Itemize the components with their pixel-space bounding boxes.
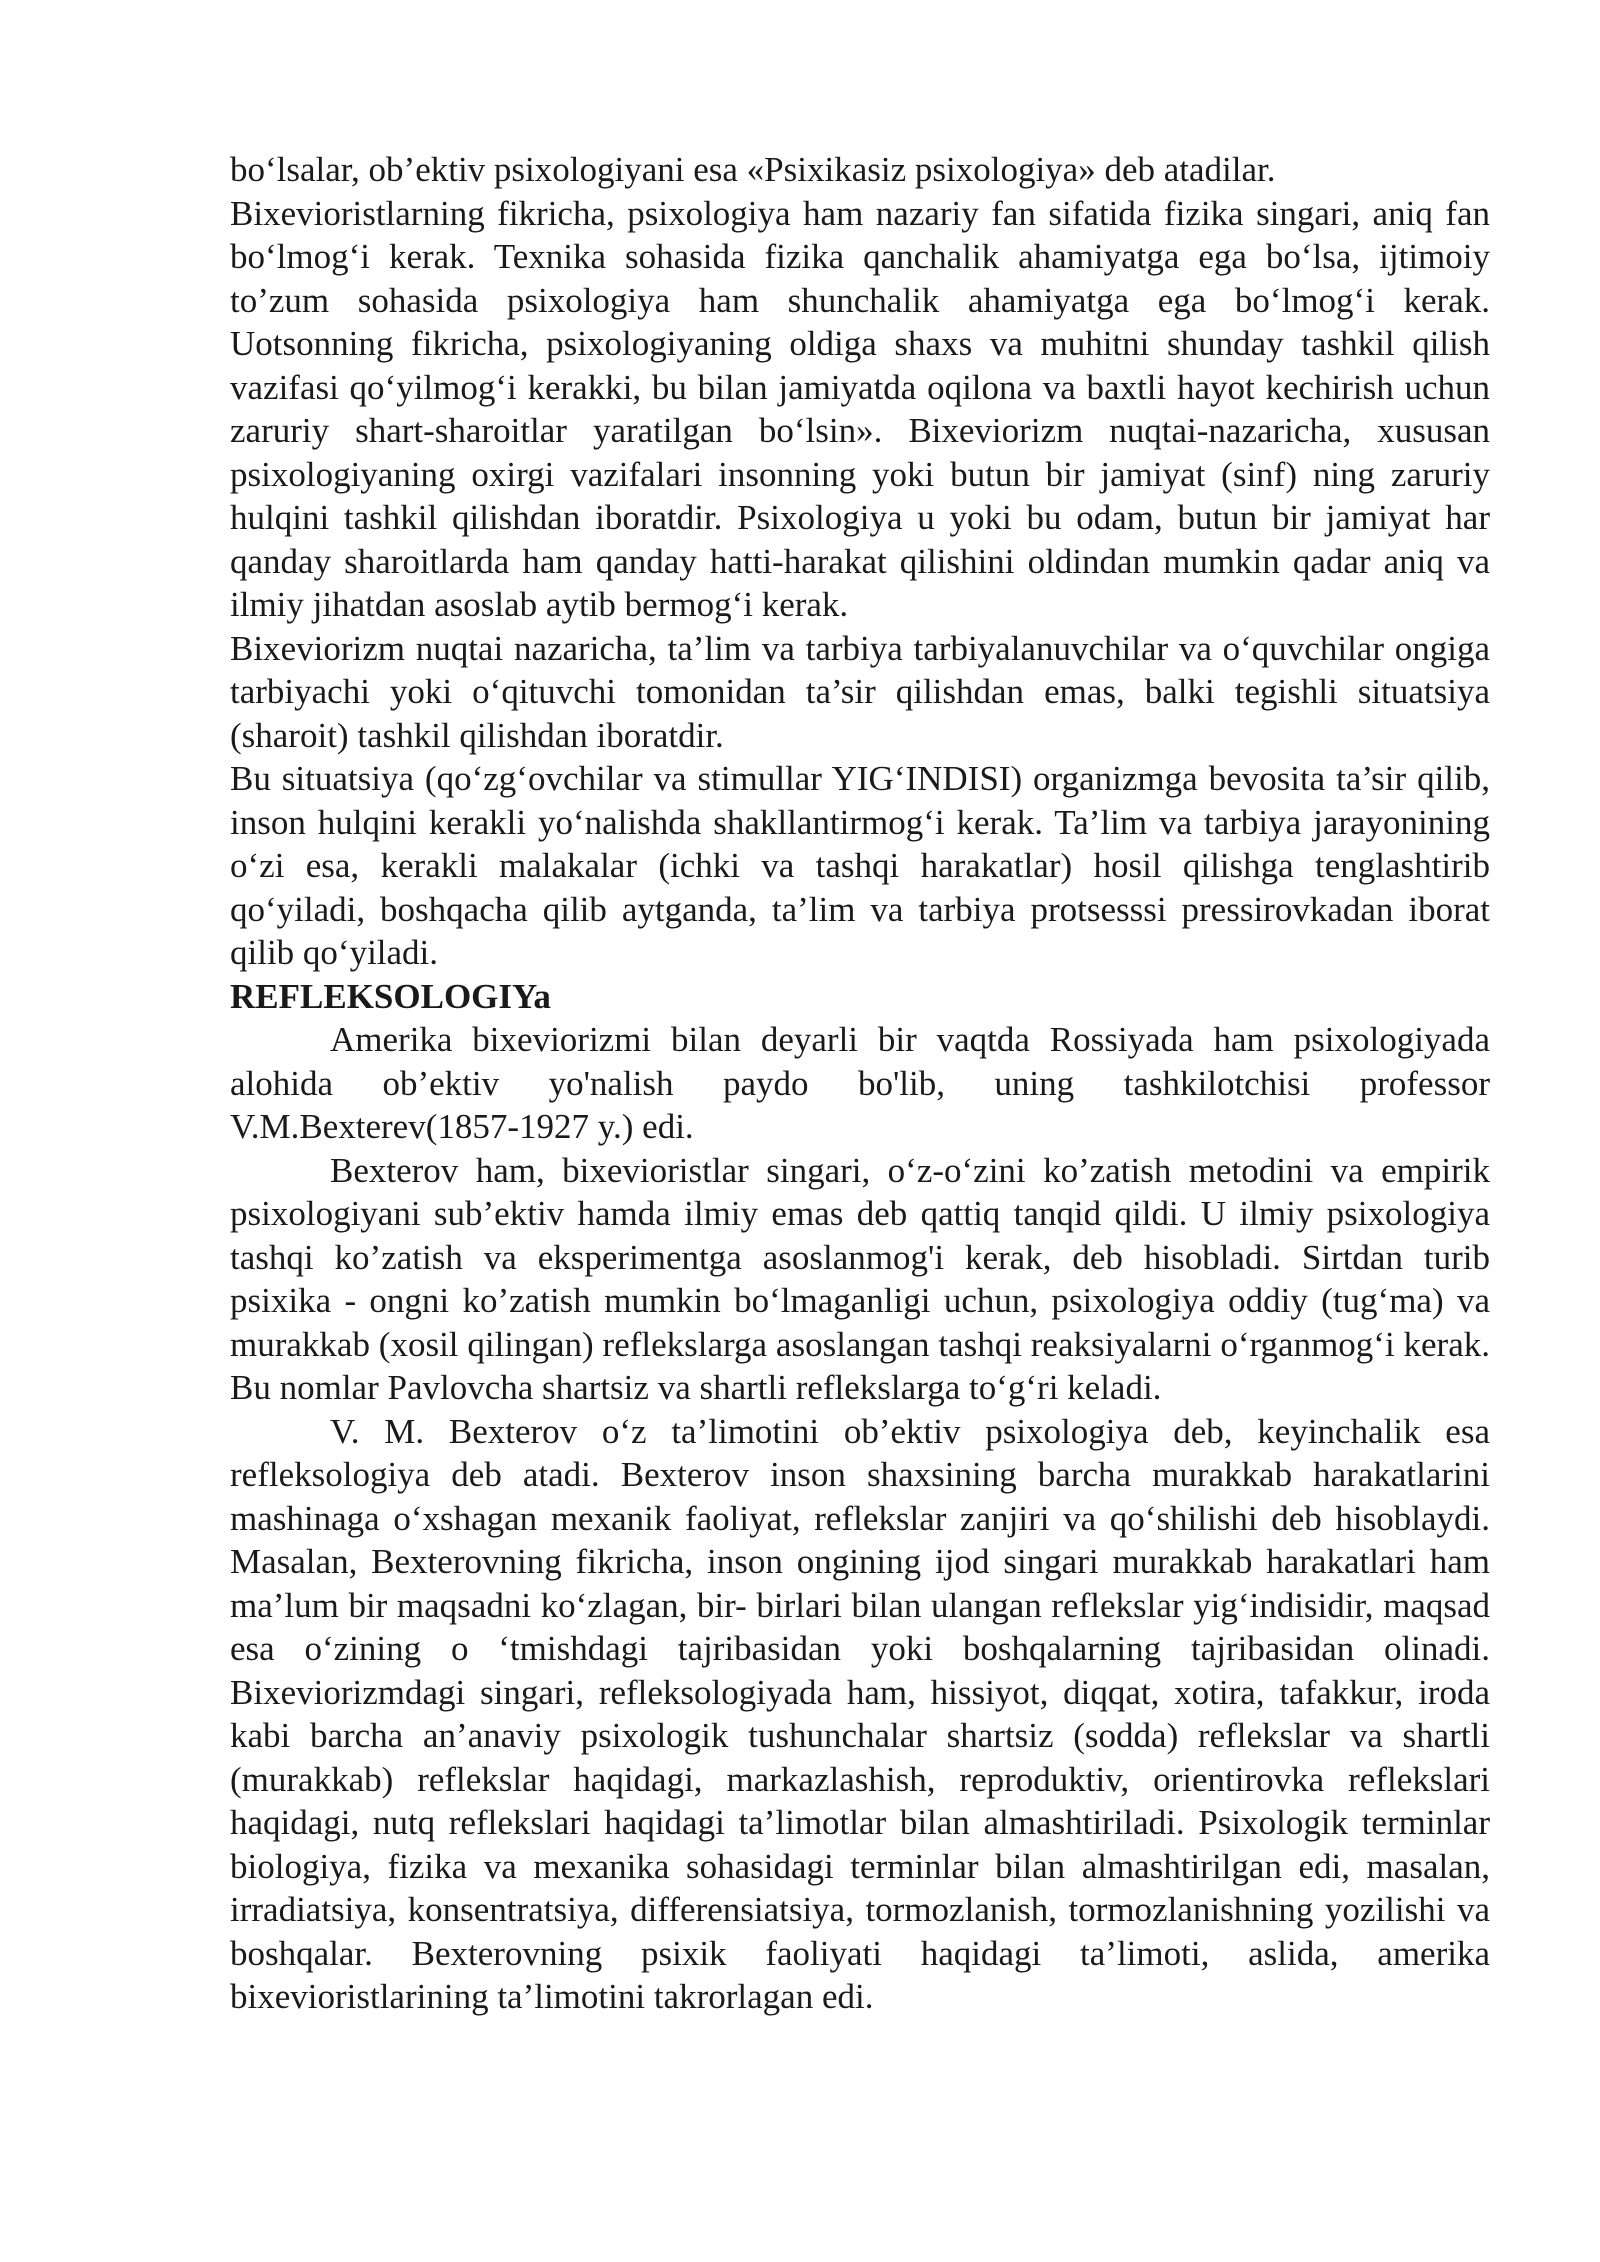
- section-heading: REFLEKSOLOGIYa: [230, 976, 551, 1016]
- paragraph-intro-4: Bu situatsiya (qo‘zg‘ovchilar va stimullar YIG‘INDISI) organizmga bevosita ta’sir qilib, inson hulqini kerakli yo‘nalishda shakllantirmog‘i kerak. Ta’lim va tarbiya jarayonining o‘zi esa, kerakli malakalar (ichki va tashqi harakatlar) hosil qilishga tenglashtirib qo‘yiladi, boshqacha qilib aytganda, ta’lim va tarbiya protsesssi pressirovkadan iborat qilib qo‘yiladi.: [230, 759, 1490, 972]
- paragraph-intro-2: Bixevioristlarning fikricha, psixologiya ham nazariy fan sifatida fizika singari, aniq fan bo‘lmog‘i kerak. Texnika sohasida fizika qanchalik ahamiyatga ega bo‘lsa, ijtimoiy to’zum sohasida psixologiya ham shunchalik ahamiyatga ega bo‘lmog‘i kerak. Uotsonning fikricha, psixologiyaning oldiga shaxs va muhitni shunday tashkil qilish vazifasi qo‘yilmog‘i kerakki, bu bilan jamiyatda oqilona va baxtli hayot kechirish uchun zaruriy shart-sharoitlar yaratilgan bo‘lsin». Bixeviorizm nuqtai-nazaricha, xususan psixologiyaning oxirgi vazifalari insonning yoki butun bir jamiyat (sinf) ning zaruriy hulqini tashkil qilishdan iboratdir. Psixologiya u yoki bu odam, butun bir jamiyat har qanday sharoitlarda ham qanday hatti-harakat qilishini oldindan mumkin qadar aniq va ilmiy jihatdan asoslab aytib bermog‘i kerak.: [230, 193, 1490, 624]
- paragraph-intro-1: bo‘lsalar, ob’ektiv psixologiyani esa «Psixikasiz psixologiya» deb atadilar.: [230, 150, 1276, 189]
- paragraph-section-1: Amerika bixeviorizmi bilan deyarli bir vaqtda Rossiyada ham psixologiyada alohida ob’ektiv yo'nalish paydo bo'lib, uning tashkilotchisi professor V.M.Bexterev(1857-1927 y.) edi.: [230, 1020, 1490, 1146]
- paragraph-section-3: V. M. Bexterov o‘z ta’limotini ob’ektiv psixologiya deb, keyinchalik esa refleksologiya deb atadi. Bexterov inson shaxsining barcha murakkab harakatlarini mashinaga o‘xshagan mexanik faoliyat, reflekslar zanjiri va qo‘shilishi deb hisoblaydi. Masalan, Bexterovning fikricha, inson ongining ijod singari murakkab harakatlari ham ma’lum bir maqsadni ko‘zlagan, bir- birlari bilan ulangan reflekslar yig‘indisidir, maqsad esa o‘zining o ‘tmishdagi tajribasidan yoki boshqalarning tajribasidan olinadi. Bixeviorizmdagi singari, refleksologiyada ham, hissiyot, diqqat, xotira, tafakkur, iroda kabi barcha an’anaviy psixologik tushunchalar shartsiz (sodda) reflekslar va shartli (murakkab) reflekslar haqidagi, markazlashish, reproduktiv, orientirovka reflekslari haqidagi, nutq reflekslari haqidagi ta’limotlar bilan almashtiriladi. Psixologik terminlar biologiya, fizika va mexanika sohasidagi terminlar bilan almashtirilgan edi, masalan, irradiatsiya, konsentratsiya, differensiatsiya, tormozlanish, tormozlanishning yozilishi va boshqalar. Bexterovning psixik faoliyati haqidagi ta’limoti, aslida, amerika bixevioristlarining ta’limotini takrorlagan edi.: [230, 1411, 1490, 2016]
- document-page: [230, 148, 1490, 2019]
- paragraph-section-2: Bexterov ham, bixevioristlar singari, o‘z-o‘zini ko’zatish metodini va empirik psixologiyani sub’ektiv hamda ilmiy emas deb qattiq tanqid qildi. U ilmiy psixologiya tashqi ko’zatish va eksperimentga asoslanmog'i kerak, deb hisobladi. Sirtdan turib psixika - ongni ko’zatish mumkin bo‘lmaganligi uchun, psixologiya oddiy (tug‘ma) va murakkab (xosil qilingan) reflekslarga asoslangan tashqi reaksiyalarni o‘rganmog‘i kerak. Bu nomlar Pavlovcha shartsiz va shartli reflekslarga to‘g‘ri keladi.: [230, 1150, 1490, 1407]
- paragraph-intro-3: Bixeviorizm nuqtai nazaricha, ta’lim va tarbiya tarbiyalanuvchilar va o‘quvchilar ongiga tarbiyachi yoki o‘qituvchi tomonidan ta’sir qilishdan emas, balki tegishli situatsiya (sharoit) tashkil qilishdan iboratdir.: [230, 628, 1490, 755]
